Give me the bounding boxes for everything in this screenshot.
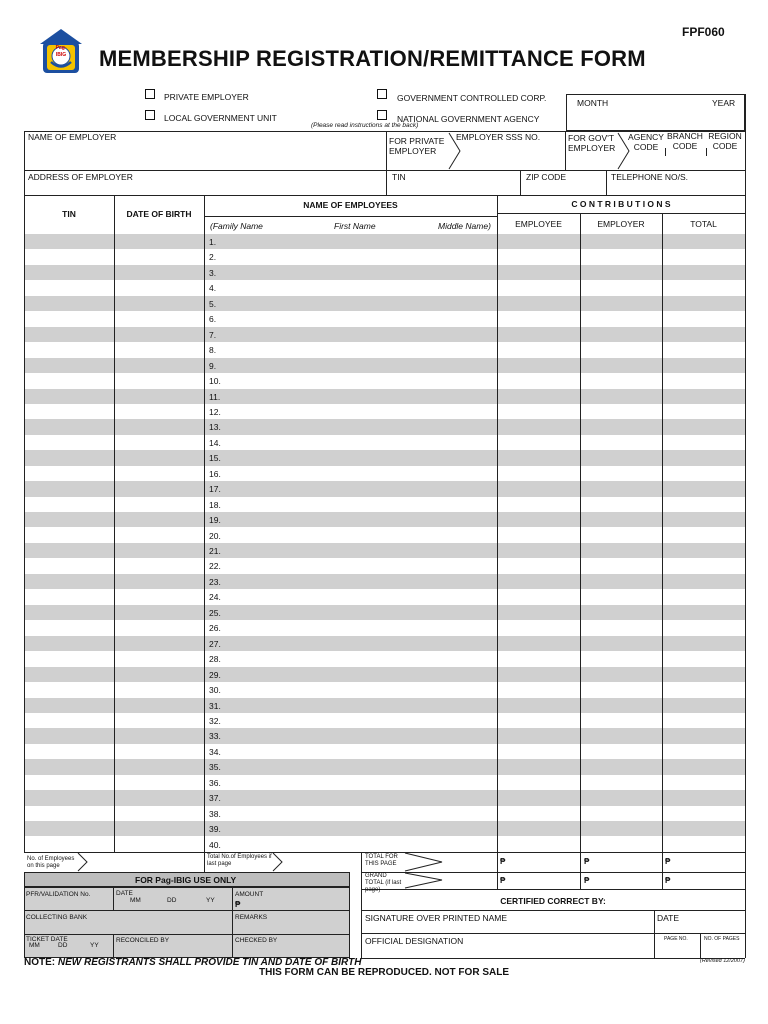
row-number: 7. xyxy=(209,329,217,340)
table-row[interactable] xyxy=(24,234,745,249)
employee-name-header: NAME OF EMPLOYEES xyxy=(303,200,398,210)
agency-code-label: AGENCY CODE xyxy=(628,132,664,152)
local-gov-label: LOCAL GOVERNMENT UNIT xyxy=(164,113,277,123)
certified-label: CERTIFIED CORRECT BY: xyxy=(500,896,606,906)
row-number: 23. xyxy=(209,576,221,587)
date-right-label: DATE xyxy=(657,913,680,923)
grand-employer-peso: ₱ xyxy=(584,876,590,885)
table-row[interactable] xyxy=(24,450,745,465)
gocc-checkbox[interactable] xyxy=(377,89,387,99)
table-row[interactable] xyxy=(24,512,745,527)
no-of-pages-label: NO. OF PAGES xyxy=(704,936,740,942)
table-row[interactable] xyxy=(24,497,745,512)
private-employer-label: PRIVATE EMPLOYER xyxy=(164,92,249,102)
checked-by-label: CHECKED BY xyxy=(235,937,278,944)
table-row[interactable] xyxy=(24,744,745,759)
row-number: 1. xyxy=(209,237,217,247)
date-label-small: DATE xyxy=(116,890,133,897)
table-row[interactable] xyxy=(24,543,745,558)
row-number: 10. xyxy=(209,376,221,387)
total-total-peso: ₱ xyxy=(665,857,671,866)
table-row[interactable] xyxy=(24,651,745,666)
row-number: 35. xyxy=(209,762,221,773)
row-number: 13. xyxy=(209,422,221,433)
reproduce-note: THIS FORM CAN BE REPRODUCED. NOT FOR SALE xyxy=(258,967,509,978)
row-number: 4. xyxy=(209,283,217,294)
national-gov-checkbox[interactable] xyxy=(377,110,387,120)
row-number: 22. xyxy=(209,561,221,572)
pfr-label: PFR/VALIDATION No. xyxy=(26,891,91,898)
row-number: 24. xyxy=(209,592,221,603)
employer-col-header: EMPLOYER xyxy=(597,219,645,229)
grand-total-peso: ₱ xyxy=(665,876,671,885)
table-row[interactable] xyxy=(24,327,745,342)
revised-label: (Revised 12/2007) xyxy=(700,958,745,964)
yy-label: YY xyxy=(206,897,215,904)
employee-col-header: EMPLOYEE xyxy=(515,219,562,229)
employees-on-page-label: No. of Employees on this page xyxy=(27,856,75,869)
region-code-label: REGION CODE xyxy=(708,131,742,151)
logo-text: Pag-IBIG xyxy=(55,45,67,58)
table-row[interactable] xyxy=(24,296,745,311)
table-row[interactable] xyxy=(24,528,745,543)
row-number: 32. xyxy=(209,715,221,726)
row-number: 36. xyxy=(209,777,221,788)
table-row[interactable] xyxy=(24,759,745,774)
dd-label: DD xyxy=(167,897,177,904)
table-row[interactable] xyxy=(24,389,745,404)
row-number: 31. xyxy=(209,700,221,711)
ticket-date-label: TICKET DATE xyxy=(26,936,68,943)
amount-label: AMOUNT xyxy=(235,891,264,898)
table-row[interactable] xyxy=(24,435,745,450)
pagibig-only-label: FOR Pag-IBIG USE ONLY xyxy=(135,875,237,885)
table-row[interactable] xyxy=(24,790,745,805)
grand-employee-peso: ₱ xyxy=(500,876,506,885)
month-label: MONTH xyxy=(577,98,609,108)
row-number: 17. xyxy=(209,484,221,495)
telephone-label: TELEPHONE NO/S. xyxy=(611,172,688,182)
table-row[interactable] xyxy=(24,698,745,713)
row-number: 15. xyxy=(209,453,221,464)
table-row[interactable] xyxy=(24,821,745,836)
table-row[interactable] xyxy=(24,728,745,743)
grand-total-label: GRAND TOTAL (if last page) xyxy=(365,873,402,893)
table-row[interactable] xyxy=(24,636,745,651)
row-number: 30. xyxy=(209,685,221,696)
form-code: FPF060 xyxy=(682,25,725,39)
official-designation-label: OFFICIAL DESIGNATION xyxy=(365,936,464,946)
row-number: 12. xyxy=(209,406,221,417)
row-number: 6. xyxy=(209,314,217,325)
instructions-note: (Please read instructions at the back) xyxy=(311,122,419,129)
reconciled-by-label: RECONCILED BY xyxy=(116,937,170,944)
table-row[interactable] xyxy=(24,404,745,419)
row-number: 14. xyxy=(209,437,221,448)
row-number: 28. xyxy=(209,654,221,665)
national-gov-label: NATIONAL GOVERNMENT AGENCY xyxy=(397,114,540,124)
form-title: MEMBERSHIP REGISTRATION/REMITTANCE FORM xyxy=(99,46,646,71)
total-employees-label: Total No.of Employees if last page xyxy=(207,854,272,867)
row-number: 40. xyxy=(209,839,221,850)
employer-name-field[interactable] xyxy=(28,145,382,167)
row-number: 2. xyxy=(209,252,217,263)
dob-header: DATE OF BIRTH xyxy=(126,209,192,219)
row-number: 25. xyxy=(209,607,221,618)
family-name-label: (Family Name xyxy=(210,221,263,231)
table-row[interactable] xyxy=(24,620,745,635)
row-number: 18. xyxy=(209,499,221,510)
row-number: 39. xyxy=(209,824,221,835)
address-label: ADDRESS OF EMPLOYER xyxy=(28,172,133,182)
row-number: 5. xyxy=(209,298,217,309)
middle-name-label: Middle Name) xyxy=(438,221,491,231)
row-number: 16. xyxy=(209,468,221,479)
table-row[interactable] xyxy=(24,342,745,357)
sss-field[interactable] xyxy=(460,145,560,167)
total-employer-peso: ₱ xyxy=(584,857,590,866)
row-number: 20. xyxy=(209,530,221,541)
ticket-dd: DD xyxy=(58,942,68,949)
remarks-label: REMARKS xyxy=(235,914,268,921)
page-no-label: PAGE NO. xyxy=(664,936,688,942)
employer-name-label: NAME OF EMPLOYER xyxy=(28,132,117,142)
table-row[interactable] xyxy=(24,837,745,852)
row-number: 26. xyxy=(209,623,221,634)
amount-peso-sign: ₱ xyxy=(235,900,241,909)
table-row[interactable] xyxy=(24,265,745,280)
table-row[interactable] xyxy=(24,667,745,682)
ticket-mm: MM xyxy=(29,942,40,949)
table-row[interactable] xyxy=(24,481,745,496)
table-row[interactable] xyxy=(24,682,745,697)
row-number: 19. xyxy=(209,515,221,526)
gocc-label: GOVERNMENT CONTROLLED CORP. xyxy=(397,93,547,103)
table-row[interactable] xyxy=(24,558,745,573)
first-name-label: First Name xyxy=(334,221,376,231)
table-row[interactable] xyxy=(24,419,745,434)
note-prefix: NOTE: xyxy=(24,957,56,968)
private-employer-checkbox[interactable] xyxy=(145,89,155,99)
pagibig-only-banner xyxy=(24,872,350,887)
total-this-page-label: TOTAL FOR THIS PAGE xyxy=(365,854,398,867)
contributions-header: C O N T R I B U T I O N S xyxy=(571,199,671,209)
branch-code-label: BRANCH CODE xyxy=(667,131,703,151)
pagibig-logo xyxy=(38,27,84,75)
row-number: 37. xyxy=(209,793,221,804)
table-row[interactable] xyxy=(24,311,745,326)
table-row[interactable] xyxy=(24,589,745,604)
row-number: 21. xyxy=(209,546,221,556)
row-number: 9. xyxy=(209,360,217,371)
for-gov-label: FOR GOV'T EMPLOYER xyxy=(568,133,616,153)
table-row[interactable] xyxy=(24,466,745,481)
row-number: 38. xyxy=(209,808,221,819)
zip-label: ZIP CODE xyxy=(526,172,566,182)
tin-label: TIN xyxy=(392,172,406,182)
row-number: 33. xyxy=(209,731,221,742)
note-text: NEW REGISTRANTS SHALL PROVIDE TIN AND DATE OF BIRTH xyxy=(57,957,362,968)
row-number: 11. xyxy=(209,391,221,402)
row-number: 8. xyxy=(209,345,217,356)
total-col-header: TOTAL xyxy=(690,219,717,229)
signature-label: SIGNATURE OVER PRINTED NAME xyxy=(365,913,507,923)
table-row[interactable] xyxy=(24,806,745,821)
row-number: 29. xyxy=(209,669,221,680)
for-private-label: FOR PRIVATE EMPLOYER xyxy=(389,136,445,156)
ticket-yy: YY xyxy=(90,942,99,949)
table-row[interactable] xyxy=(24,775,745,790)
table-row[interactable] xyxy=(24,358,745,373)
table-row[interactable] xyxy=(24,373,745,388)
total-employee-peso: ₱ xyxy=(500,857,506,866)
table-row[interactable] xyxy=(24,249,745,264)
table-row[interactable] xyxy=(24,713,745,728)
local-gov-checkbox[interactable] xyxy=(145,110,155,120)
mm-label: MM xyxy=(130,897,141,904)
sss-label: EMPLOYER SSS NO. xyxy=(456,132,541,142)
tin-header: TIN xyxy=(62,209,76,219)
row-number: 27. xyxy=(209,638,221,649)
collecting-bank-label: COLLECTING BANK xyxy=(26,914,88,921)
table-row[interactable] xyxy=(24,605,745,620)
table-row[interactable] xyxy=(24,574,745,589)
row-number: 3. xyxy=(209,267,217,278)
row-number: 34. xyxy=(209,746,221,757)
table-row[interactable] xyxy=(24,280,745,295)
year-label: YEAR xyxy=(712,98,736,108)
